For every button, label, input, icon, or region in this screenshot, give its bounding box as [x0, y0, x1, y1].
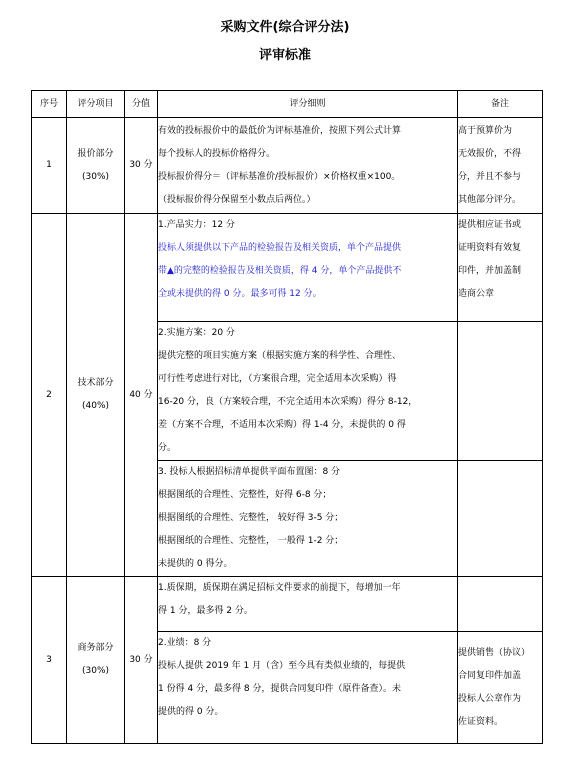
- remark-line: 分，并且不参与: [458, 171, 522, 182]
- item-name: 报价部分: [77, 148, 114, 159]
- row-no: 2: [32, 214, 67, 577]
- remark-line: 提供销售（协议）: [458, 647, 531, 658]
- row-detail: [158, 118, 458, 214]
- row-detail: [158, 214, 458, 322]
- remark-line: 佐证资料。: [458, 716, 504, 727]
- header-remark: 备注: [458, 91, 543, 118]
- row-no: 3: [32, 577, 67, 744]
- row-score: 40 分: [125, 214, 158, 577]
- detail-line: 1.质保期，质保期在满足招标文件要求的前提下，每增加一年: [158, 583, 401, 593]
- row-item: [67, 214, 125, 577]
- remark-line: 合同复印件加盖: [458, 670, 522, 681]
- item-weight: (30%): [81, 666, 110, 676]
- row-item: [67, 577, 125, 744]
- header-item: 评分项目: [67, 91, 125, 118]
- row-item: [67, 118, 125, 214]
- row-remark: [458, 118, 543, 214]
- table-row: [32, 214, 543, 322]
- header-detail: 评分细则: [158, 91, 458, 118]
- detail-line: 可行性考虑进行对比，（方案很合理，完全适用本次采购）得: [158, 374, 397, 384]
- item-weight: (30%): [81, 171, 110, 182]
- header-no: 序号: [32, 91, 67, 118]
- row-remark-empty: [458, 322, 543, 461]
- detail-line: 提供的得 0 分。: [158, 707, 224, 717]
- table-row: [32, 577, 543, 632]
- row-remark-empty: [458, 577, 543, 632]
- row-remark-empty: [458, 461, 543, 577]
- table-row: [32, 118, 543, 214]
- item-name: 商务部分: [77, 643, 114, 653]
- remark-line: 造商公章: [458, 289, 495, 299]
- row-detail: [158, 322, 458, 461]
- detail-line: 2.业绩：8 分: [158, 638, 212, 648]
- detail-line: 提供完整的项目实施方案（根据实施方案的科学性、合理性、: [158, 351, 402, 361]
- remark-line: 无效报价，不得: [458, 148, 522, 159]
- item-weight: (40%): [81, 401, 110, 411]
- row-remark: [458, 214, 543, 322]
- detail-line: 1 份得 4 分，最多得 8 分，提供合同复印件（原件备查）。未: [158, 684, 401, 694]
- detail-line: 分。: [158, 443, 177, 453]
- detail-line: 3. 投标人根据招标清单提供平面布置图：8 分: [158, 467, 341, 477]
- remark-line: 提供相应证书或: [458, 220, 522, 230]
- row-score: 30 分: [125, 118, 158, 214]
- detail-line: 16-20 分，良（方案较合理，不完全适用本次采购）得分 8-12，: [158, 397, 418, 407]
- remark-line: 高于预算价为: [458, 125, 513, 136]
- row-detail: [158, 577, 458, 632]
- detail-line: 根据图纸的合理性、完整性，好得 6-8 分；: [158, 490, 332, 500]
- detail-line: 根据图纸的合理性、完整性， 较好得 3-5 分；: [158, 513, 344, 523]
- detail-line: 带▲的完整的检验报告及相关资质，得 4 分，单个产品提供不: [158, 266, 402, 276]
- detail-line: 全或未提供的得 0 分。最多可得 12 分。: [158, 289, 322, 299]
- detail-line: 2.实施方案：20 分: [158, 328, 235, 338]
- detail-line: （投标报价得分保留至小数点后两位。）: [158, 194, 316, 205]
- item-name: 技术部分: [77, 378, 114, 388]
- scoring-table: [31, 90, 543, 744]
- row-detail: [158, 461, 458, 577]
- header-score: 分值: [125, 91, 158, 118]
- remark-line: 证明资料有效复: [458, 243, 522, 253]
- remark-line: 其他部分评分。: [458, 194, 522, 205]
- detail-line: 得 1 分，最多得 2 分。: [158, 606, 253, 616]
- table-header-row: [32, 91, 543, 118]
- detail-line: 有效的投标报价中的最低价为评标基准价，按照下列公式计算: [158, 125, 402, 136]
- remark-line: 投标人公章作为: [458, 693, 522, 704]
- detail-line: 1.产品实力：12 分: [158, 220, 235, 230]
- detail-line: 投标报价得分＝（评标基准价/投标报价）×价格权重×100。: [158, 171, 401, 182]
- row-detail: [158, 632, 458, 744]
- row-remark: [458, 632, 543, 744]
- detail-line: 每个投标人的投标价格得分。: [158, 148, 276, 159]
- detail-line: 投标人须提供以下产品的检验报告及相关资质，单个产品提供: [158, 243, 402, 253]
- detail-line: 投标人提供 2019 年 1 月（含）至今具有类似业绩的，每提供: [158, 661, 406, 671]
- document-title: 采购文件(综合评分法): [220, 20, 350, 35]
- row-score: 30 分: [125, 577, 158, 744]
- detail-line: 未提供的 0 得分。: [158, 559, 233, 569]
- document-subtitle: 评审标准: [258, 48, 311, 63]
- remark-line: 印件，并加盖制: [458, 266, 522, 276]
- detail-line: 根据图纸的合理性、完整性， 一般得 1-2 分；: [158, 536, 344, 546]
- row-no: 1: [32, 118, 67, 214]
- detail-line: 差（方案不合理，不适用本次采购）得 1-4 分，未提供的 0 得: [158, 420, 406, 430]
